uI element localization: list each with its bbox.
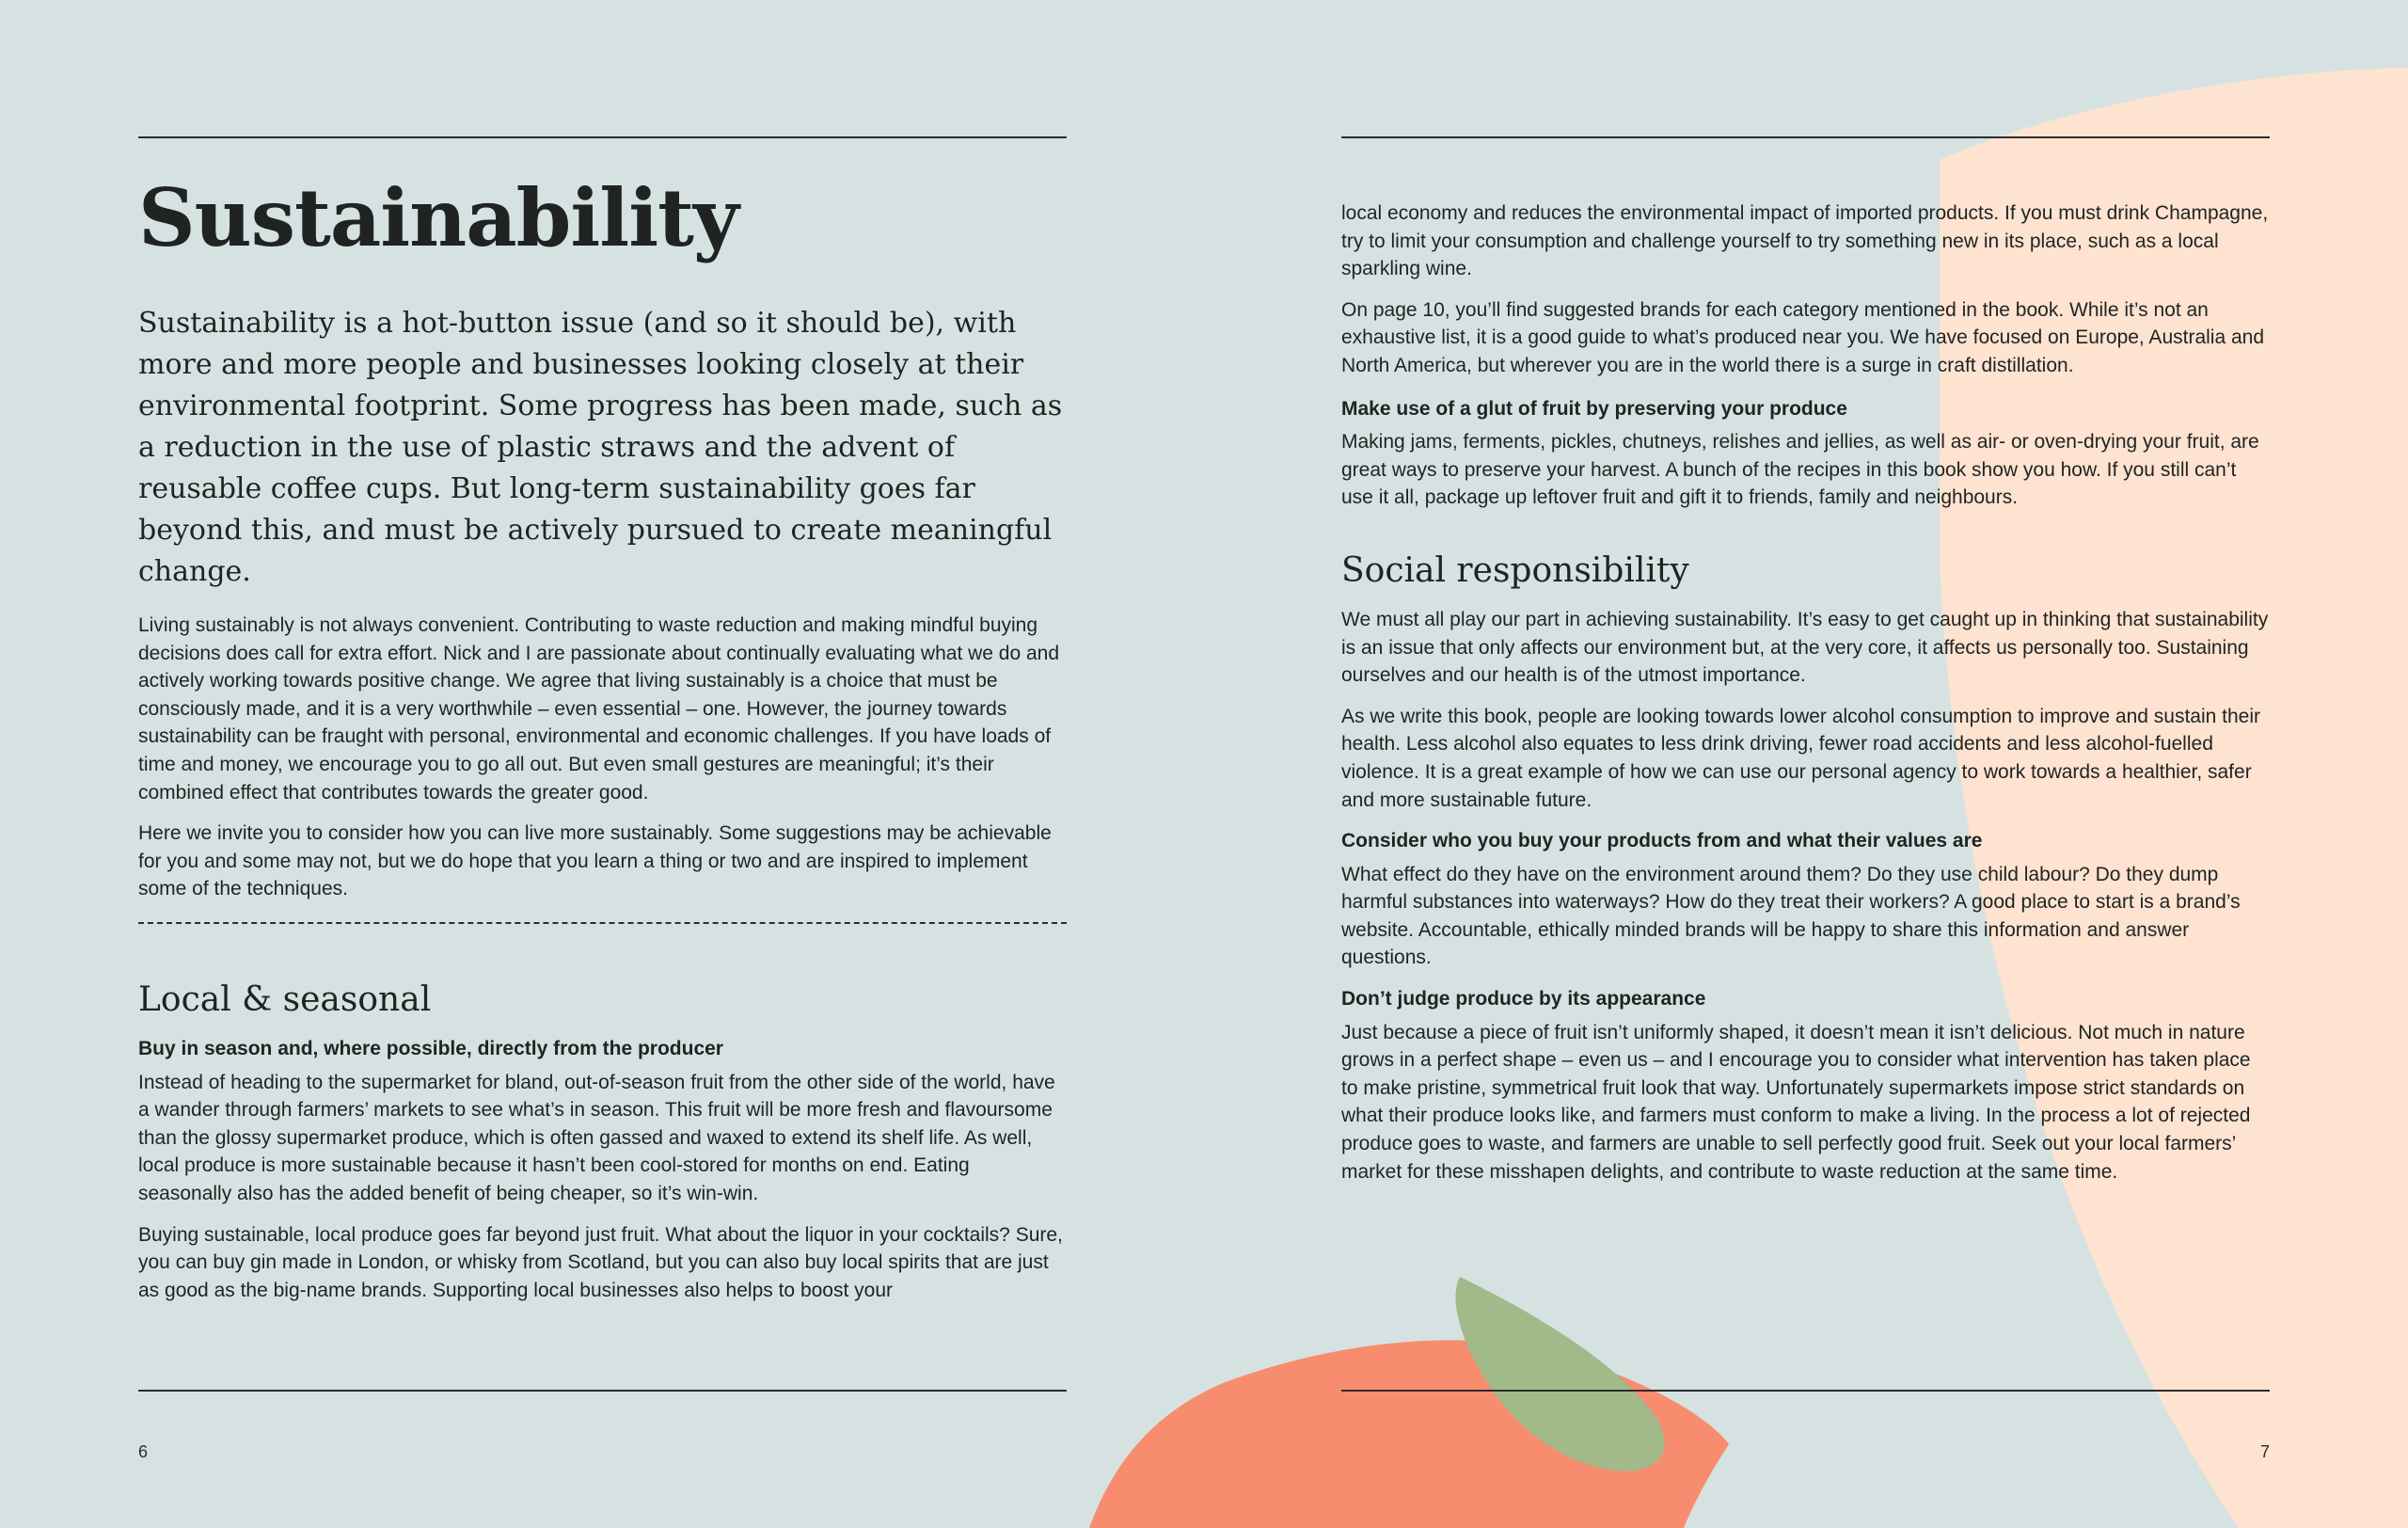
body-paragraph: Instead of heading to the supermarket for bland, out-of-season fruit from the other side of the world, have a wander through farmers’ markets to see what’s in season. This fruit will be more fresh and flavoursome than the glossy supermarket produce, which is often gassed and waxed to extend its shelf life. As well, local produce is more sustainable because it hasn’t been cool-stored for months on end. Eating seasonally also has the added benefit of being cheaper, so it’s win-win.	[138, 1071, 1055, 1204]
body-paragraph: What effect do they have on the environment around them? Do they use child labour? Do they dump harmful substances into waterways? How do they treat their workers? A good place to start is a brand’s website. Accountable, ethically minded brands will be happy to share this information and answer questions.	[1341, 863, 2241, 969]
body-paragraph: local economy and reduces the environmental impact of imported products. If you must drink Champagne, try to limit your consumption and challenge yourself to try something new in its place, such as a local sparkling wine.	[1341, 202, 2269, 280]
page-title: Sustainability	[138, 171, 738, 264]
page-number: 7	[2259, 1442, 2270, 1461]
left-page	[138, 0, 1067, 1528]
top-rule	[138, 136, 1067, 138]
section-heading: Local & seasonal	[138, 980, 432, 1019]
body-paragraph: Making jams, ferments, pickles, chutneys, relishes and jellies, as well as air- or oven-drying your fruit, are great ways to preserve your harvest. A bunch of the recipes in this book show you how. If you still can’t use it all, package up leftover fruit and gift it to friends, family and neighbours.	[1341, 431, 2259, 509]
intro-paragraph: Sustainability is a hot-button issue (and so it should be), with more and more people and businesses looking closely at their environmental footprint. Some progress has been made, such as a reduction in the use of plastic straws and the advent of reusable coffee cups. But long-term sustainability goes far beyond this, and must be actively pursued to create meaningful change.	[138, 307, 1063, 588]
left-page-content	[138, 171, 1067, 916]
body-paragraph: On page 10, you’ll find suggested brands for each category mentioned in the book. While it’s not an exhaustive list, it is a good guide to what’s produced near you. We have focused on Europe, Australia and North America, but wherever you are in the world there is a surge in craft distillation.	[1341, 298, 2265, 376]
body-paragraph: As we write this book, people are looking towards lower alcohol consumption to improve and sustain their health. Less alcohol also equates to less drink driving, fewer road accidents and less alcohol-fuelled violence. It is a great example of how we can use our personal agency to work towards a healthier, safer and more sustainable future.	[1341, 705, 2261, 811]
right-page-content	[1341, 199, 2270, 1199]
subheading: Consider who you buy your products from and what their values are	[1341, 830, 1983, 852]
section-heading: Social responsibility	[1341, 550, 1689, 590]
bottom-rule	[1341, 1390, 2270, 1392]
subheading: Make use of a glut of fruit by preserving your produce	[1341, 397, 1847, 420]
body-paragraph: Here we invite you to consider how you can live more sustainably. Some suggestions may be achievable for you and some may not, but we do hope that you learn a thing or two and are inspired to implement some of the techniques.	[138, 822, 1052, 900]
bottom-rule	[138, 1390, 1067, 1392]
body-paragraph: Just because a piece of fruit isn’t uniformly shaped, it doesn’t mean it isn’t delicious. Not much in nature grows in a perfect shape – even us – and I encourage you to consider what intervention has taken place to make pristine, symmetrical fruit look that way. Unfortunately supermarkets impose strict standards on what their produce looks like, and farmers must conform to make a living. In the process a lot of rejected produce goes to waste, and farmers are unable to sell perfectly good fruit. Seek out your local farmers’ market for these misshapen delights, and contribute to waste reduction at the same time.	[1341, 1021, 2251, 1183]
body-paragraph: We must all play our part in achieving sustainability. It’s easy to get caught up in thinking that sustainability is an issue that only affects our environment but, at the very core, it affects us personally too. Sustaining ourselves and our health is of the utmost importance.	[1341, 608, 2269, 687]
body-paragraph: Buying sustainable, local produce goes far beyond just fruit. What about the liquor in your cocktails? Sure, you can buy gin made in London, or whisky from Scotland, but you can also buy local spirits that are just as good as the big-name brands. Supporting local businesses also helps to boost your	[138, 1223, 1063, 1301]
body-paragraph: Living sustainably is not always convenient. Contributing to waste reduction and making mindful buying decisions does call for extra effort. Nick and I are passionate about continually evaluating what we do and actively working towards positive change. We agree that living sustainably is a choice that must be consciously made, and it is a very worthwhile – even essential – one. However, the journey towards sustainability can be fraught with personal, environmental and economic challenges. If you have loads of time and money, we encourage you to go all out. But even small gestures are meaningful; it’s their combined effect that contributes towards the greater good.	[138, 614, 1060, 804]
subheading: Don’t judge produce by its appearance	[1341, 988, 1706, 1011]
dashed-divider	[138, 922, 1067, 924]
right-page	[1341, 0, 2270, 1528]
page-number: 6	[138, 1442, 149, 1461]
section-local-seasonal	[138, 979, 1067, 1317]
subheading: Buy in season and, where possible, directly from the producer	[138, 1038, 723, 1059]
top-rule	[1341, 136, 2270, 138]
